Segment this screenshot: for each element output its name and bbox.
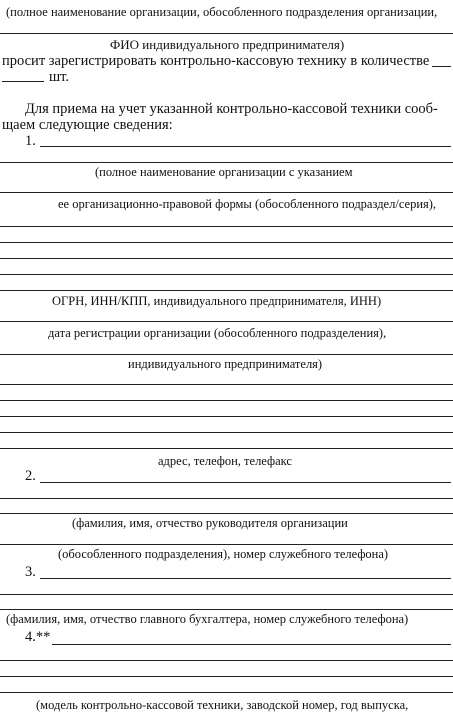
item-1-line-5[interactable] [0, 242, 453, 243]
caption-item-3: (фамилия, имя, отчество главного бухгалтера, номер служебного телефона) [6, 612, 409, 626]
item-1-line-11[interactable] [0, 384, 453, 385]
org-name-line[interactable] [0, 33, 453, 34]
caption-item-2-b: (обособленного подразделения), номер служебного телефона) [58, 547, 389, 561]
item-3-line-1[interactable] [40, 578, 451, 579]
caption-organization-name: (полное наименование организации, обособленного подразделения организации, [6, 5, 438, 19]
item-4-number: 4.** [25, 629, 51, 645]
item-1-line-2[interactable] [0, 162, 453, 163]
intro-line-1: Для приема на учет указанной контрольно-кассовой техники сооб- [25, 101, 438, 117]
caption-item-1-c: ОГРН, ИНН/КПП, индивидуального предпринимателя, ИНН) [52, 294, 382, 308]
item-1-line-12[interactable] [0, 400, 453, 401]
caption-item-2-a: (фамилия, имя, отчество руководителя организации [72, 516, 348, 530]
item-4-line-2[interactable] [0, 660, 453, 661]
item-4-line-1[interactable] [52, 644, 451, 645]
item-3-number: 3. [25, 564, 36, 580]
item-4-line-4[interactable] [0, 692, 453, 693]
item-3-line-3[interactable] [0, 609, 453, 610]
item-1-line-9[interactable] [0, 321, 453, 322]
intro-line-2: щаем следующие сведения: [2, 117, 173, 133]
item-3-line-2[interactable] [0, 594, 453, 595]
caption-item-1-e: индивидуального предпринимателя) [128, 357, 323, 371]
item-1-line-4[interactable] [0, 226, 453, 227]
caption-item-1-b: ее организационно-правовой формы (обособленного подраздел/серия), [58, 197, 437, 211]
item-1-line-15[interactable] [0, 448, 453, 449]
request-text: просит зарегистрировать контрольно-кассовую технику в количестве [2, 53, 430, 69]
item-2-line-2[interactable] [0, 498, 453, 499]
item-2-line-1[interactable] [40, 482, 451, 483]
item-2-line-4[interactable] [0, 544, 453, 545]
item-2-number: 2. [25, 468, 36, 484]
item-1-line-14[interactable] [0, 432, 453, 433]
item-1-line-7[interactable] [0, 274, 453, 275]
caption-fio-entrepreneur: ФИО индивидуального предпринимателя) [110, 37, 345, 52]
caption-item-1-d: дата регистрации организации (обособленного подразделения), [48, 326, 387, 340]
caption-item-1-a: (полное наименование организации с указанием [95, 165, 353, 179]
caption-item-4: (модель контрольно-кассовой техники, заводской номер, год выпуска, [36, 698, 409, 712]
item-1-line-3[interactable] [0, 192, 453, 193]
item-1-line-10[interactable] [0, 354, 453, 355]
item-1-line-1[interactable] [40, 146, 451, 147]
item-1-line-13[interactable] [0, 416, 453, 417]
item-2-line-3[interactable] [0, 513, 453, 514]
quantity-field-part1[interactable] [432, 54, 451, 67]
item-1-line-6[interactable] [0, 258, 453, 259]
item-4-line-3[interactable] [0, 676, 453, 677]
item-1-number: 1. [25, 133, 36, 149]
unit-label: шт. [49, 69, 70, 85]
quantity-field-part2[interactable] [2, 69, 44, 82]
item-1-line-8[interactable] [0, 290, 453, 291]
caption-item-1-f: адрес, телефон, телефакс [158, 454, 292, 468]
